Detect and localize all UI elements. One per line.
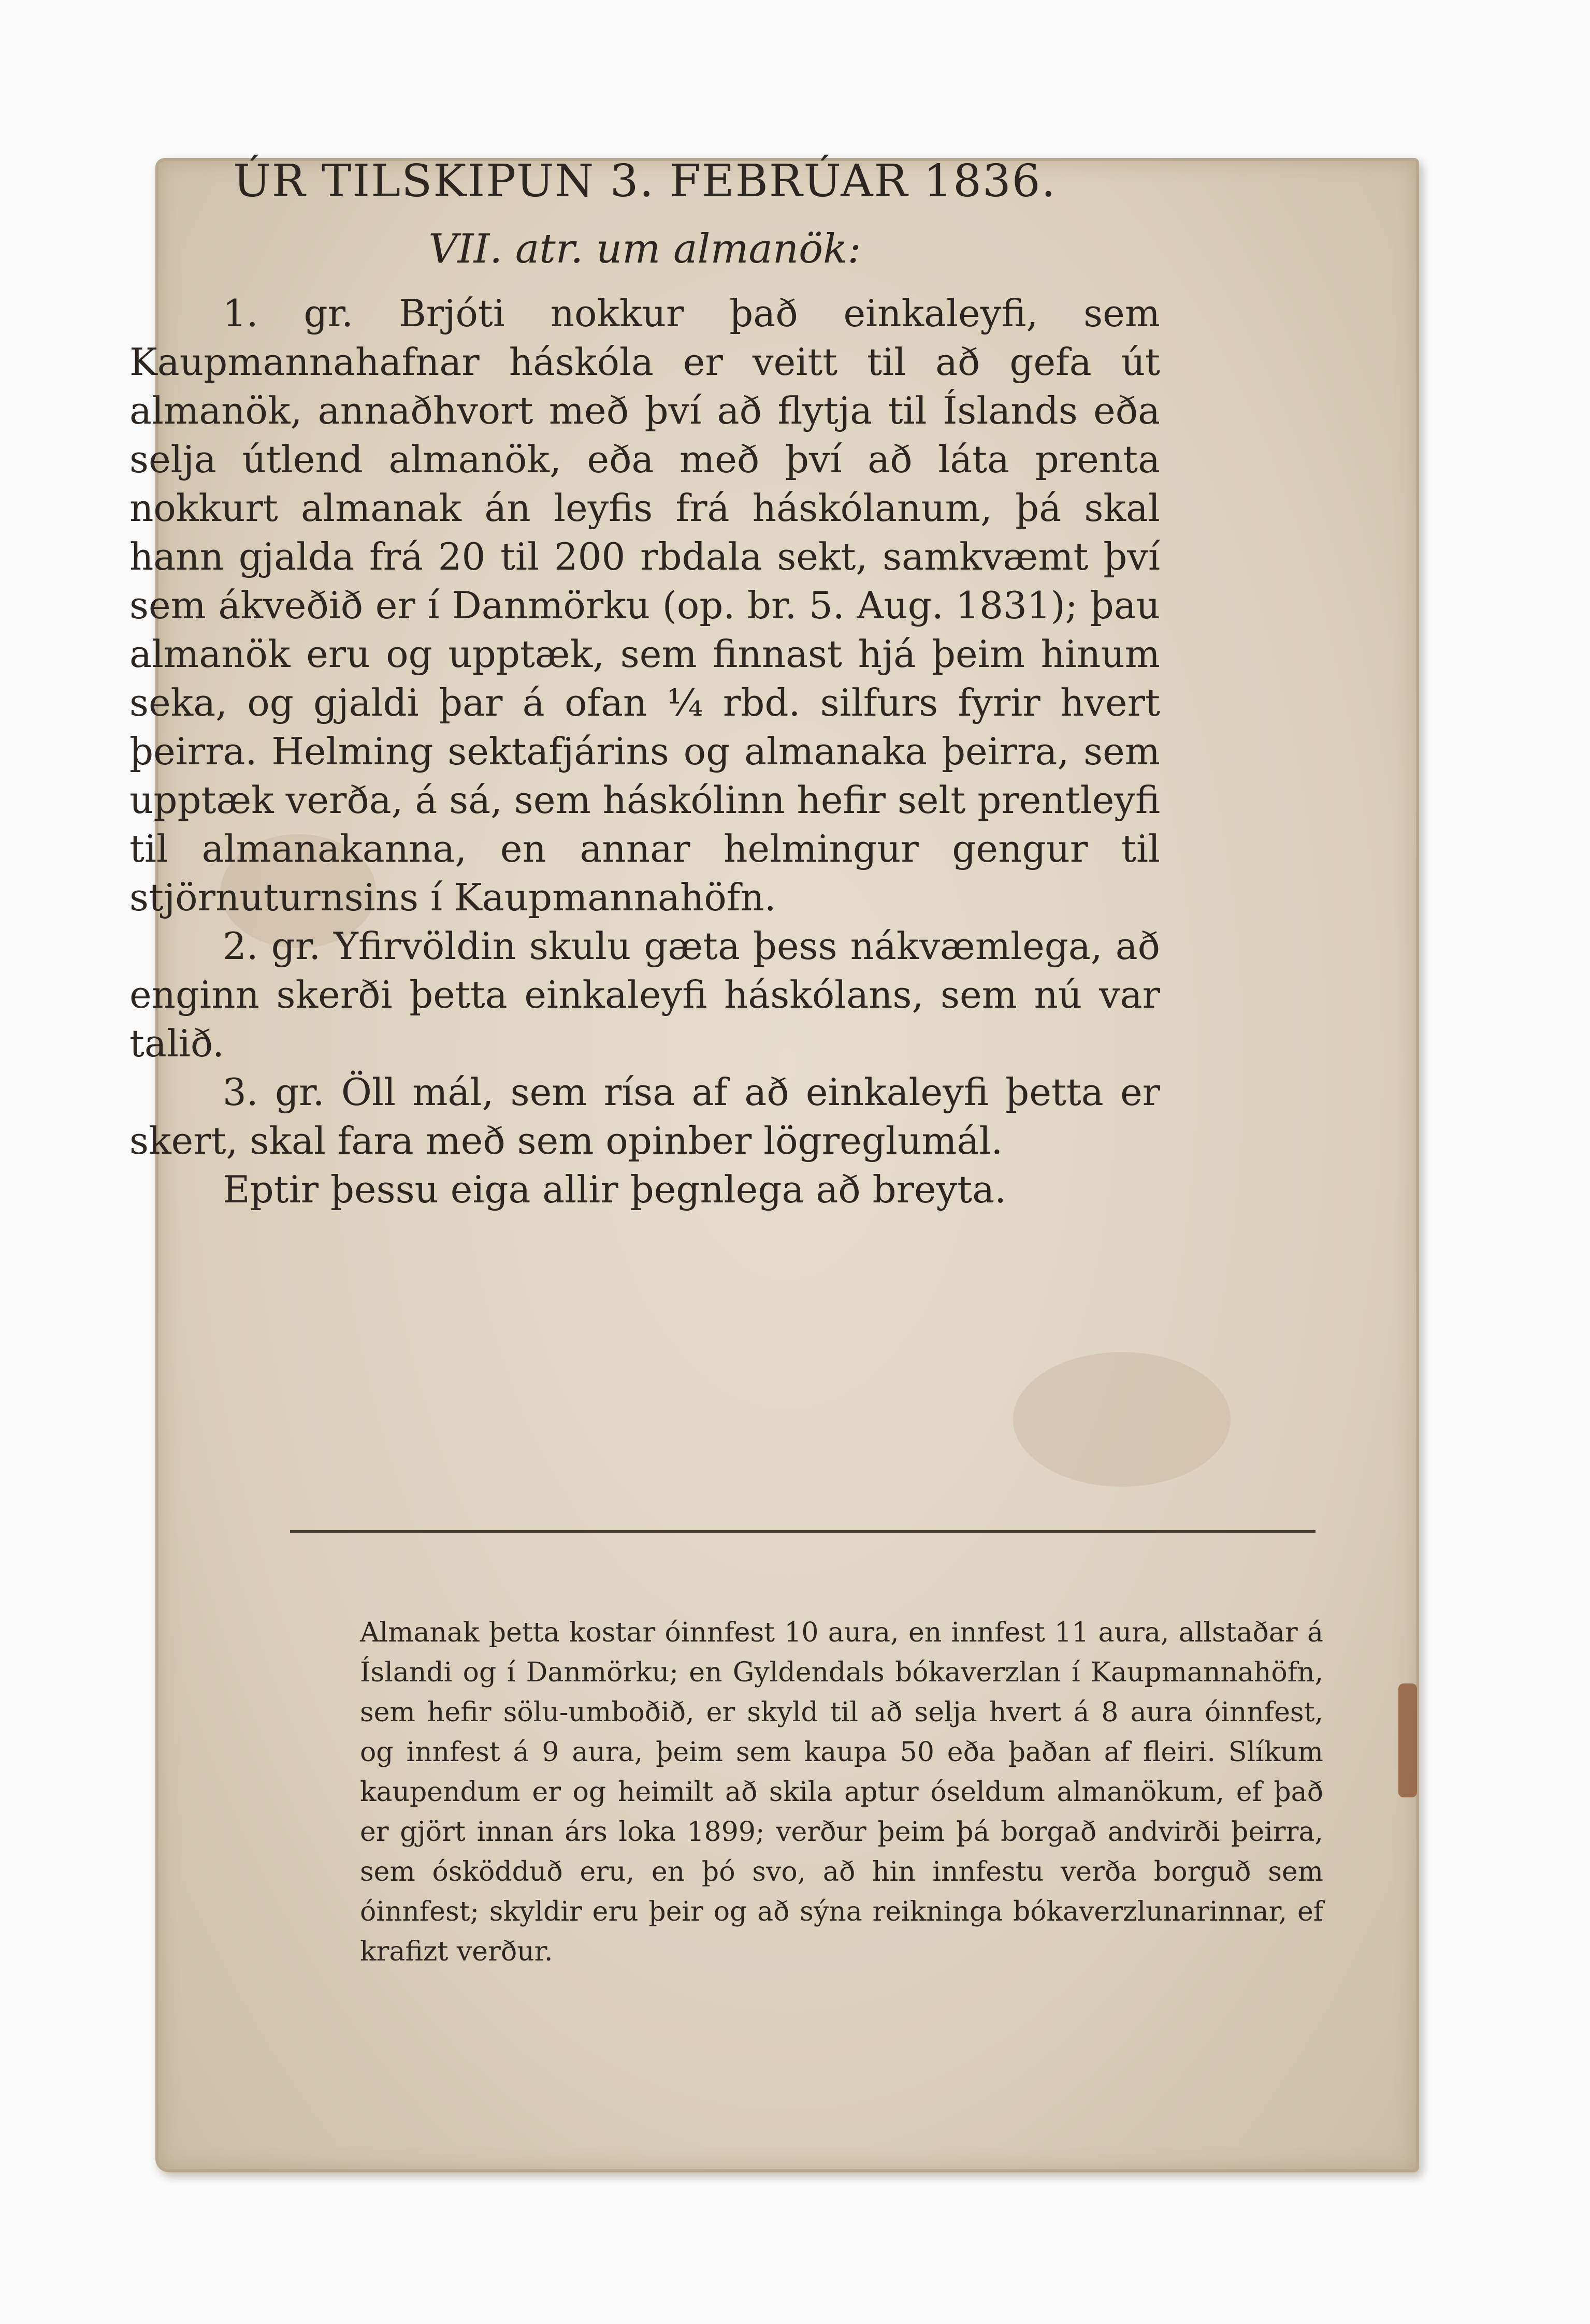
section-subtitle: VII. atr. um almanök: [428,226,861,272]
article-2: 2. gr. Yfirvöldin skulu gæta þess nákvæmlega, að enginn skerði þetta einkaleyfi háskólans, sem nú var talið. [129,924,1160,1065]
page-title: ÚR TILSKIPUN 3. FEBRÚAR 1836. [233,155,1057,207]
article-1: 1. gr. Brjóti nokkur það einkaleyfi, sem Kaupmannahafnar háskóla er veitt til að gefa út almanök, annaðhvort með því að flytja til Íslands eða selja útlend almanök, eða með því að láta prenta nokkurt almanak án leyfis frá háskólanum, þá skal hann gjalda frá 20 til 200 rbdala sekt, samkvæmt því sem ákveðið er í Danmörku (op. br. 5. Aug. 1831); þau almanök eru og upptæk, sem finnast hjá þeim hinum seka, og gjaldi þar á ofan ¼ rbd. silfurs fyrir hvert þeirra. Helming sektafjárins og almanaka þeirra, sem upptæk verða, á sá, sem háskólinn hefir selt prentleyfi til almanakanna, en annar helmingur gengur til stjörnuturnsins í Kaupmannahöfn. [129,292,1160,919]
price-note: Almanak þetta kostar óinnfest 10 aura, en innfest 11 aura, allstaðar á Íslandi og í Danmörku; en Gyldendals bókaverzlan í Kaupmannahöfn, sem hefir sölu-umboðið, er skyld til að selja hvert á 8 aura óinnfest, og innfest á 9 aura, þeim sem kaupa 50 eða þaðan af fleiri. Slíkum kaupendum er og heimilt að skila aptur óseldum almanökum, ef það er gjört innan árs loka 1899; verður þeim þá borgað andvirði þeirra, sem ósködduð eru, en þó svo, að hin innfestu verða borguð sem óinnfest; skyldir eru þeir og að sýna reikninga bókaverzlunarinnar, ef krafizt verður. [360,1617,1323,1967]
closing-line: Eptir þessu eiga allir þegnlega að breyta. [223,1168,1007,1211]
decree-section [129,155,1160,1214]
divider-rule [290,1530,1316,1533]
article-3: 3. gr. Öll mál, sem rísa af að einkaleyfi þetta er skert, skal fara með sem opinber lögreglumál. [129,1070,1160,1163]
paper-stain [1013,1352,1231,1487]
